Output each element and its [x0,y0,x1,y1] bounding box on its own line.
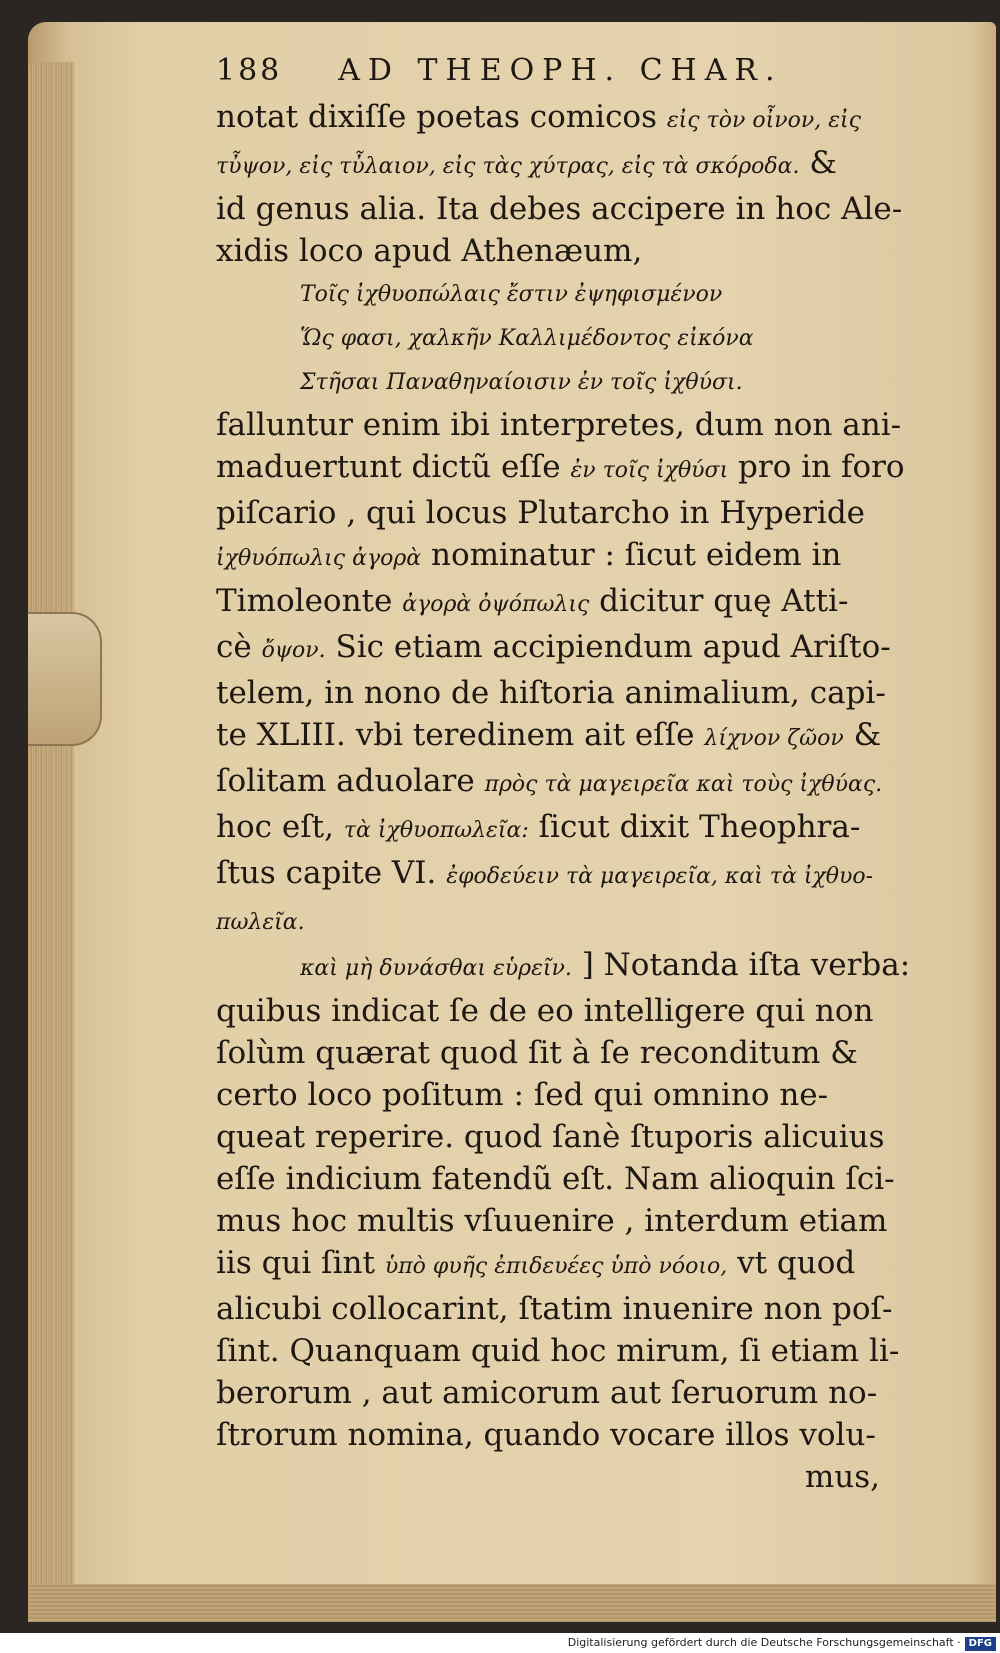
latin-text: ſicut dixit Theophra- [528,809,861,845]
text-line [216,1288,916,1330]
latin-text: dicitur quę Atti- [589,583,849,619]
text-line [216,492,916,534]
verse-line [216,272,916,316]
latin-text: alicubi collocarint, ſtatim inuenire non poſ- [216,1291,893,1327]
text-line [216,142,916,188]
latin-text: eſſe indicium fatendũ eſt. Nam alioquin ſci- [216,1161,895,1197]
page-bottom-edge [28,1584,996,1622]
greek-text: τὖψον, εἰς τὖλαιον, εἰς τὰς χύτρας, εἰς τὰ σκόροδα. [216,154,800,179]
latin-text: xidis loco apud Athenæum, [216,233,643,269]
greek-text: πωλεῖα. [216,910,305,935]
greek-text: λίχνον ζῶον [704,726,844,751]
latin-text: mus hoc multis vſuuenire , interdum etiam [216,1203,888,1239]
running-header [216,50,916,92]
text-line [216,1242,916,1288]
latin-text: quibus indicat ſe de eo intelligere qui non [216,993,874,1029]
text-line [216,188,916,230]
text-line [216,714,916,760]
body-text [216,96,916,1498]
latin-text: berorum , aut amicorum aut ſeruorum no- [216,1375,878,1411]
footer-bar [0,1633,1000,1653]
page-edges [28,62,74,1602]
latin-text: iis qui ſint [216,1245,385,1281]
text-line [216,1200,916,1242]
latin-text: maduertunt dictũ eſſe [216,449,571,485]
text-line [216,1074,916,1116]
greek-text: ὑπὸ φυῆς ἐπιδευέες ὑπὸ νόοιο, [384,1254,728,1279]
latin-text: nominatur : ſicut eidem in [421,537,842,573]
text-line [216,534,916,580]
latin-text: ſint. Quanquam quid hoc mirum, ſi etiam li- [216,1333,900,1369]
text-line [216,898,916,944]
greek-text: Ὥς φασι, χαλκῆν Καλλιμέδοντος εἰκόνα [300,326,754,351]
greek-text: ἐφοδεύειν τὰ μαγειρεῖα, καὶ τὰ ἰχθυο- [446,864,874,889]
text-line [216,1330,916,1372]
latin-text: ſtus capite VI. [216,855,447,891]
latin-text: Timoleonte [216,583,403,619]
latin-text: cè [216,629,262,665]
text-line [216,760,916,806]
text-line [216,806,916,852]
text-line [216,626,916,672]
latin-text: Sic etiam accipiendum apud Ariſto- [325,629,891,665]
page-text [216,50,916,1498]
text-line [216,1456,916,1498]
text-line [216,1032,916,1074]
latin-text: telem, in nono de hiſtoria animalium, capi- [216,675,886,711]
page-number: 188 [216,53,283,88]
latin-text: ] Notanda iſta verba: [571,947,911,983]
text-line [216,944,916,990]
verse-line [216,360,916,404]
latin-text: te XLIII. vbi teredinem ait eſſe [216,717,705,753]
greek-text: Τοῖς ἰχθυοπώλαις ἔστιν ἐψηφισμένον [300,282,723,307]
latin-text: mus, [804,1459,880,1495]
latin-text: certo loco poſitum : ſed qui omnino ne- [216,1077,829,1113]
latin-text: ſolitam aduolare [216,763,485,799]
greek-text: Στῆσαι Παναθηναίοισιν ἐν τοῖς ἰχθύσι. [300,370,743,395]
text-line [216,96,916,142]
latin-text: id genus alia. Ita debes accipere in hoc Ale- [216,191,903,227]
latin-text: piſcario , qui locus Plutarcho in Hyperide [216,495,866,531]
footer-credit: Digitalisierung gefördert durch die Deutsche Forschungsgemeinschaft · [567,1636,961,1649]
text-line [216,1158,916,1200]
latin-text: ſtrorum nomina, quando vocare illos volu- [216,1417,876,1453]
text-line [216,230,916,272]
text-line [216,446,916,492]
running-title: AD THEOPH. CHAR. [338,53,783,88]
greek-text: ἀγορὰ ὀψόπωλις [402,592,590,617]
greek-text: ἰχθυόπωλις ἀγορὰ [216,546,422,571]
text-line [216,404,916,446]
text-line [216,580,916,626]
text-line [216,1414,916,1456]
greek-text: καὶ μὴ δυνάσθαι εὑρεῖν. [300,956,572,981]
greek-text: τὰ ἰχθυοπωλεῖα: [343,818,529,843]
text-line [216,990,916,1032]
latin-text: & [799,145,837,181]
greek-text: πρὸς τὰ μαγειρεῖα καὶ τοὺς ἰχθύας. [484,772,883,797]
latin-text: notat dixiſſe poetas comicos [216,99,667,135]
dfg-logo: DFG [965,1637,996,1651]
latin-text: vt quod [727,1245,856,1281]
latin-text: & [843,717,882,753]
latin-text: ſolùm quærat quod ſit à ſe reconditum & [216,1035,858,1071]
greek-text: ὄψον. [261,638,326,663]
greek-text: ἐν τοῖς ἰχθύσι [570,458,729,483]
latin-text: falluntur enim ibi interpretes, dum non ani- [216,407,902,443]
text-line [216,1116,916,1158]
latin-text: hoc eſt, [216,809,344,845]
text-line [216,852,916,898]
greek-text: εἰς τὸν οἶνον, εἰς [666,108,862,133]
text-line [216,1372,916,1414]
text-line [216,672,916,714]
verse-line [216,316,916,360]
clasp-tab [28,612,102,746]
latin-text: pro in foro [728,449,905,485]
latin-text: queat reperire. quod ſanè ſtuporis alicuius [216,1119,885,1155]
